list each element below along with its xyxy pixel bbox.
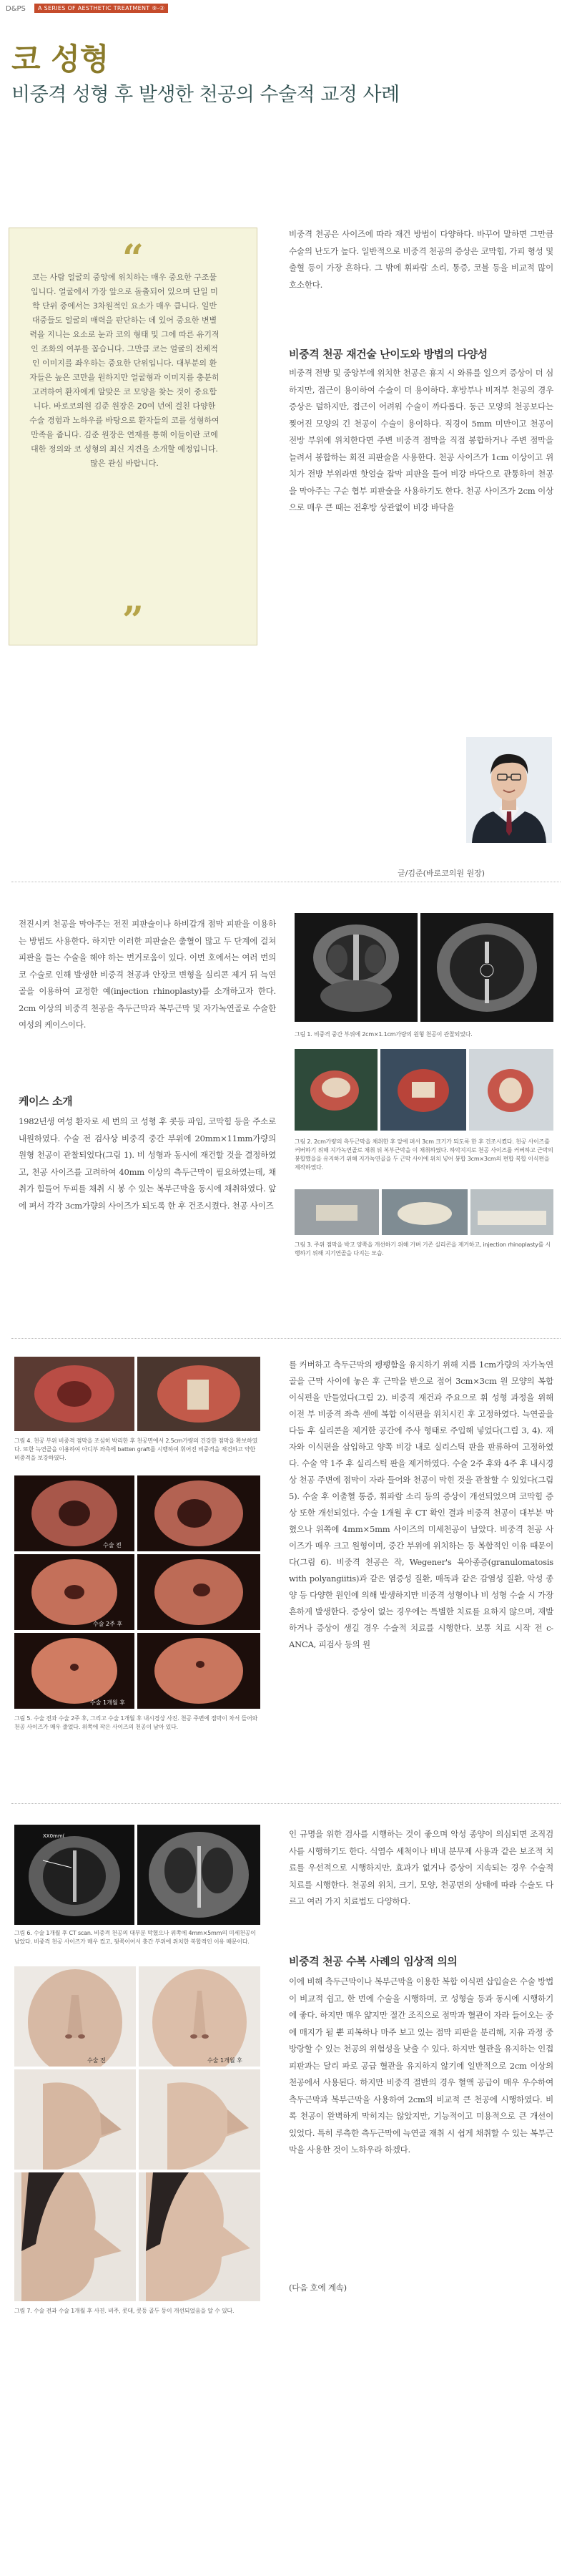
series-tag: A SERIES OF AESTHETIC TREATMENT ⑨-②	[34, 4, 168, 13]
ct-measure-label: XX0mm(	[43, 1833, 65, 1839]
case-body-text: 1982년생 여성 환자로 세 번의 코 성형 후 콧등 파임, 코막힘 등을 주소로 내원하였다. 수술 전 검사상 비중격 중간 부위에 20mm×11mm가량의 원형 천공이 관찰되었다(그림 1). 비 성형과 동시에 재건할 것을 결정하였고, 천공 사이즈를 고려하여 40mm 이상의 측두근막이 필요하였는데, 채취가 힘들어 두피를 채취 시 봉 수 있는 복부근막을 동시에 채취하였다. 앞에 펴서 각각 3cm가량의 사이즈가 되도록 한 후 건조시켰다. 천공 사이즈	[19, 1116, 276, 1211]
figure-1-caption: 그림 1. 비중격 중간 부위에 2cm×1.1cm가량의 원형 천공이 관찰되었다.	[295, 1031, 473, 1038]
section-heading-case: 케이스 소개	[19, 1095, 73, 1108]
section-heading-significance: 비중격 천공 수복 사례의 임상적 의의	[289, 1955, 458, 1968]
photo-label-1m: 수술 1개월 후	[207, 2057, 242, 2064]
figure-4-surgery-photo-1	[14, 1357, 134, 1431]
figure-2-graft-photo-2	[380, 1049, 466, 1131]
section-body-reconstruction: 비중격 전방 및 중앙부에 위치한 천공은 휴지 시 와류를 일으켜 증상이 더 심하지만, 접근이 용이하여 수술이 더 용이하다. 후방부나 비저부 천공의 경우 증상은 덜하지만, 접근이 어려워 수술이 까다롭다. 동근 모양의 천공보다는 찢어진 모양의 긴 천공이 수술이 용이하다. 직경이 5mm 미만이고 천공이 전방 부위에 위치한다면 주변 비중격 점막을 직접 봉합하거나 주변 점막을 늘려서 봉합하는 회전 피판술을 사용한다. 천공 사이즈가 1cm 이상이고 위치가 전방 부위라면 핫얼술 잡막 피판을 들어 비강 바닥으로 관통하여 천공을 막아주는 구순 협부 피판술을 사용하기도 한다. 천공 사이즈가 2cm 이상으로 매우 큰 때는 전후방 상관없이 비강 바닥을	[289, 368, 553, 512]
figure-5-caption: 그림 5. 수술 전과 수술 2주 후, 그리고 수술 1개월 후 내시경상 사진. 천공 주변에 점막이 차서 들어와 천공 사이즈가 매우 줄었다. 위쪽에 작은 사이즈의 천공이 남아 있다.	[14, 1715, 258, 1730]
figure-5-endoscopy-2w-2	[137, 1554, 260, 1630]
figure-6-caption: 그림 6. 수술 1개월 후 CT scan. 비중격 천공의 대부분 막혔으나 위쪽에 4mm×5mm의 미세천공이 남았다. 비중격 천공 사이즈가 매우 컸고, 뒷쪽이어서 충간 부위에 위치한 복합적인 이유 때문이다.	[14, 1930, 256, 1945]
intro-quote-text: 코는 사람 얼굴의 중앙에 위치하는 매우 중요한 구조물입니다. 얼굴에서 가장 앞으로 돌출되어 있으며 단일 미학 단위 중에서는 3차원적인 요소가 매우 큽니다. 일반 대중들도 얼굴의 매력을 판단하는 데 있어 중요한 변별력을 지니는 요소로 눈과 코의 형태 및 그에 따른 유기적인 조화의 여부를 꼽습니다. 그만큼 코는 얼굴의 전체적인 이미지를 좌우하는 중요한 단위입니다. 대부분의 환자들은 높은 코만을 원하지만 얼굴형과 이미지를 충분히 고려하여 환자에게 알맞은 코 모양을 찾는 것이 중요합니다. 바로코의원 김준 원장은 20여 년에 걸친 다양한 수술 경험과 노하우를 바탕으로 환자들의 코를 성형하여 만족을 줍니다. 김준 원장은 연재를 통해 이들이란 코에 대한 정의와 코 성형의 최신 지견을 소개할 예정입니다. 많은 관심 바랍니다.	[29, 273, 220, 468]
page-title: 코 성형	[11, 42, 109, 77]
figure-6-ct-scan-2	[137, 1825, 260, 1925]
author-caption: 글/김준(바로코의원 원장)	[398, 869, 485, 878]
figure-1-ct-scan-left	[295, 913, 418, 1022]
figure-4-surgery-photo-2	[137, 1357, 260, 1431]
diagnosis-text: 인 규명을 위한 검사를 시행하는 것이 좋으며 악성 종양이 의심되면 조직검사를 시행하기도 한다. 식염수 세척이나 비내 분무제 사용과 같은 보조적 치료를 우선적으로 시행하지만, 효과가 없거나 증상이 지속되는 경우 수술적 치료를 시행한다. 천공의 위치, 크기, 모양, 천공면의 상태에 따라 수술도 다르고 여러 가지 치료법도 다양하다.	[289, 1829, 553, 1906]
figure-7-photo-post-side	[139, 2172, 260, 2301]
figure-5-endoscopy-pre-1	[14, 1475, 134, 1551]
photo-label-pre: 수술 전	[87, 2057, 106, 2064]
divider	[11, 1338, 561, 1339]
case-progress-text: 를 커버하고 측두근막의 펭팽함을 유지하기 위해 지름 1cm가량의 자가녹연골을 근막 사이에 놓은 후 근막을 반으로 접어 3cm×3cm 원 모양의 복합 이식편을 만들었다(그림 2). 비중격 재건과 주요으로 휘 성형 과정을 위해 이전 부 비중격 좌측 센에 복합 이식편을 위치시킨 후 고정하였다. 늑연골을 다듬 후 실리콘을 제거한 공간에 주사 형태로 주입해 넣었다(그림 3, 4). 재자와 이식편을 삽입하고 양쪽 비강 내로 실리스틱 판을 판류하여 고정하였다. 수술 약 1주 후 실리스틱 판을 제거하였다. 수술 2주 후와 4주 후 내시경상 천공 주변에 점막이 자라 들어와 천공이 막힌 것을 관찰할 수 있었다(그림 5). 수술 후 이출혈 통증, 휘파람 소리 등의 증상이 개선되었으며 코막힘 증상 또한 개선되었다. 수술 1개월 후 CT 확인 결과 비중격 천공이 대부분 막혔으나 위쪽에 4mm×5mm 사이즈의 미세천공이 남았다. 비중격 천공 사이즈가 매우 크고 원형이며, 중간 부위에 위치하는 등 복합적인 이유 때문이다(그림 6). 비중격 천공은 작, Wegener's 육아종증(granulomatosis with polyangiitis)과 같은 염증성 질환, 매독과 같은 감염성 질환, 악성 종양 등 다양한 원인에 의해 발생하지만 비중격 성형이나 비 성형 수술 시 가장 흔하게 발생한다. 증상이 없는 경우에는 특별한 치료를 요하지 않으며, 재발하거나 증상이 생길 경우 수술적 치료를 시행한다. 보통 치료 시작 전 c-ANCA, 피검사 등의 원	[289, 1360, 553, 1649]
figure-7-caption: 그림 7. 수술 전과 수술 1개월 후 사진. 비주, 콧대, 콧등 골두 등이 개선되었음을 알 수 있다.	[14, 2308, 235, 2314]
magazine-brand: D&PS	[6, 5, 26, 13]
endo-label-2w: 수술 2주 후	[93, 1621, 123, 1627]
figure-5-endoscopy-1m-1	[14, 1633, 134, 1709]
figure-3-photo-1	[295, 1189, 379, 1235]
to-be-continued: (다음 호에 계속)	[289, 2283, 347, 2293]
figure-5-endoscopy-pre-2	[137, 1475, 260, 1551]
figure-7-photo-pre-front	[14, 1966, 136, 2067]
figure-5-endoscopy-2w-1	[14, 1554, 134, 1630]
intro-paragraph: 비중격 천공은 사이즈에 따라 재건 방법이 다양하다. 바꾸어 말하면 그만큼 수술의 난도가 높다. 일반적으로 비중격 천공의 증상은 코막힘, 가피 형성 및 출혈 등이 가장 흔하다. 그 밖에 휘파람 소리, 통증, 코블 등을 비교적 많이 호소한다.	[289, 229, 553, 290]
figure-3-caption: 그림 3. 주위 점막을 박고 양쪽을 개선하기 위해 가벼 기존 실리콘을 제거하고, injection rhinoplasty를 시행하기 위해 지기연골을 다지는 모습.	[295, 1241, 551, 1257]
page-subtitle: 비중격 성형 후 발생한 천공의 수술적 교정 사례	[11, 84, 400, 106]
divider	[11, 1803, 561, 1804]
figure-7-photo-post-front	[139, 1966, 260, 2067]
figure-2-graft-photo-1	[295, 1049, 378, 1131]
close-quote-icon: ”	[122, 599, 144, 643]
section-heading-reconstruction: 비중격 천공 재건술 난이도와 방법의 다양성	[289, 348, 488, 361]
endo-label-1m: 수술 1개월 후	[90, 1699, 125, 1706]
figure-3-photo-2	[382, 1189, 468, 1235]
endo-label-pre: 수술 전	[103, 1542, 122, 1548]
case-intro-text: 전진시켜 천공을 막아주는 전진 피판술이나 하비갑개 점막 피판을 이용하는 방법도 사용한다. 하지만 이러한 피판술은 출혈이 많고 두 단계에 걸쳐 피판을 들는 수술을 해야 하는 번거로움이 있다. 이번 호에서는 여러 번의 코 수술로 인해 발생한 비중격 천공과 안장코 변형을 실리콘 제거 뒤 늑연골을 이용하여 교정한 예(injection rhinoplasty)를 소개하고자 한다. 2cm 이상의 비중격 천공을 측두근막과 복부근막 및 자가녹연골로 수술한 여성의 케이스이다.	[19, 919, 276, 1030]
figure-2-graft-photo-3	[469, 1049, 553, 1131]
figure-3-photo-3	[470, 1189, 553, 1235]
figure-4-caption: 그림 4. 천공 부위 비중격 점막을 조심히 박리한 후 천공면에서 2.5cm가량의 건강한 점막을 확보하였다. 또한 늑연골을 이용하여 아디부 좌측에 batten graft를 시행하여 휘어진 비중격을 재건하고 약한 비중격을 보강하였다.	[14, 1438, 258, 1461]
open-quote-icon: “	[122, 237, 144, 280]
figure-7-photo-post-angle	[139, 2069, 260, 2170]
figure-7-photo-pre-side	[14, 2172, 136, 2301]
figure-7-photo-pre-angle	[14, 2069, 136, 2170]
figure-2-caption: 그림 2. 2cm가량의 측두근막을 채취한 후 앞에 펴서 3cm 크기가 되도록 한 후 건조시켰다. 천공 사이즈를 커버하기 위해 지가녹연골로 채취 뒤 복부근막을 이 채취하였다. 하악지지로 천공 사이즈를 커버하고 근막의 봉합했을을 유지하기 위해 지가녹연골을 두 근막 사이에 위치 넣어 봉합 3cm×3cm의 편합 복합 이식편을 제작하였다.	[295, 1138, 553, 1171]
figure-1-ct-scan-right	[420, 913, 553, 1022]
section-body-significance: 이에 비해 측두근막이나 복부근막을 이용한 복합 이식편 삽입술은 수술 방법이 비교적 쉽고, 한 번에 수술을 시행하며, 코 성형술 등과 동시에 시행하기에 좋다. 하지만 매우 얇지만 절간 조직으로 점막과 혈관이 자라 들어오는 중에 매지가 될 뿐 피복하나 마주 보고 있는 점막 피판을 분리해, 지유 과정 중 방랑할 수 있는 천공의 위험성을 낮출 수 있다. 하지만 혈관을 유지하는 인접 피판과는 달리 파로 공급 혈관을 유지하지 않기에 일반적으로 2cm 이상의 천공에서 사용된다. 하지만 비중격 절반의 경우 혈액 공급이 매우 우수하여 측두근막과 복부근막을 사용하여 2cm의 비교적 큰 천공에 시행하였다. 비록 천공이 완벽하게 막히지는 않았지만, 기능적이고 미용적으로 큰 개선이 있었다. 특히 루측한 측두근막에 늑연골 재취 시 쉽게 채취할 수 있는 복부근막을 사용한 것이 노하우라 하겠다.	[289, 1976, 553, 2155]
figure-6-ct-scan-1	[14, 1825, 134, 1925]
author-photo	[466, 737, 552, 843]
figure-5-endoscopy-1m-2	[137, 1633, 260, 1709]
